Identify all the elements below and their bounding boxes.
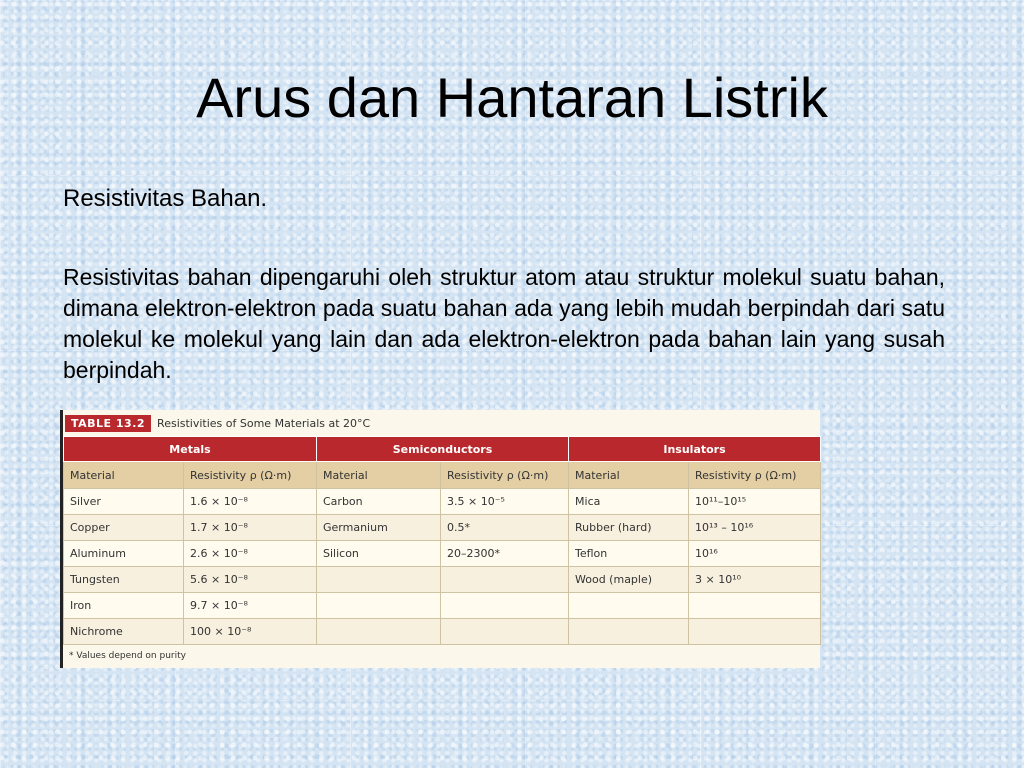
- table-row: [64, 567, 821, 593]
- table-cell: [317, 567, 441, 593]
- table-cell: 3 × 10¹⁰: [689, 567, 821, 593]
- table-cell: 1.6 × 10⁻⁸: [184, 489, 317, 515]
- table-cell: 10¹⁶: [689, 541, 821, 567]
- group-header-insulators: Insulators: [569, 437, 821, 462]
- table-cell: 3.5 × 10⁻⁵: [441, 489, 569, 515]
- table-cell: Carbon: [317, 489, 441, 515]
- table-cell: Tungsten: [64, 567, 184, 593]
- group-header-semiconductors: Semiconductors: [317, 437, 569, 462]
- table-cell: Silicon: [317, 541, 441, 567]
- subheading: Resistivitas Bahan.: [63, 185, 268, 212]
- table-cell: 2.6 × 10⁻⁸: [184, 541, 317, 567]
- table-cell: Germanium: [317, 515, 441, 541]
- table-row: [64, 515, 821, 541]
- table-label: TABLE 13.2: [65, 415, 151, 432]
- table-cell: Teflon: [569, 541, 689, 567]
- table-cell: 20–2300*: [441, 541, 569, 567]
- table-cell: 9.7 × 10⁻⁸: [184, 593, 317, 619]
- table-cell: [441, 619, 569, 645]
- table-cell: 10¹³ – 10¹⁶: [689, 515, 821, 541]
- table-row: [64, 619, 821, 645]
- table-cell: 100 × 10⁻⁸: [184, 619, 317, 645]
- table-cell: 10¹¹–10¹⁵: [689, 489, 821, 515]
- table-row: [64, 541, 821, 567]
- table-row: [64, 593, 821, 619]
- table-footnote: * Values depend on purity: [69, 651, 186, 661]
- slide-title: Arus dan Hantaran Listrik: [196, 66, 828, 129]
- column-header: Resistivity ρ (Ω·m): [689, 462, 821, 489]
- group-header-metals: Metals: [64, 437, 317, 462]
- table-cell: 5.6 × 10⁻⁸: [184, 567, 317, 593]
- table-cell: [441, 567, 569, 593]
- table-cell: [689, 593, 821, 619]
- table-cell: Silver: [64, 489, 184, 515]
- table-cell: Copper: [64, 515, 184, 541]
- table-title: Resistivities of Some Materials at 20°C: [157, 416, 371, 430]
- table-cell: Aluminum: [64, 541, 184, 567]
- body-paragraph: Resistivitas bahan dipengaruhi oleh struktur atom atau struktur molekul suatu bahan, dimana elektron-elektron pada suatu bahan ada yang lebih mudah berpindah dari satu molekul ke molekul yang lain dan ada elektron-elektron pada bahan lain yang susah berpindah.: [63, 264, 945, 383]
- resistivity-table-figure: [60, 410, 820, 668]
- table-cell: [569, 593, 689, 619]
- table-cell: Wood (maple): [569, 567, 689, 593]
- table-cell: [569, 619, 689, 645]
- table-cell: 1.7 × 10⁻⁸: [184, 515, 317, 541]
- table-cell: [317, 619, 441, 645]
- table-cell: 0.5*: [441, 515, 569, 541]
- column-header: Resistivity ρ (Ω·m): [441, 462, 569, 489]
- table-row: [64, 489, 821, 515]
- table-cell: Iron: [64, 593, 184, 619]
- table-cell: Nichrome: [64, 619, 184, 645]
- table-caption: [63, 410, 820, 436]
- column-header: Material: [317, 462, 441, 489]
- column-header: Material: [569, 462, 689, 489]
- column-header: Material: [64, 462, 184, 489]
- table-cell: Rubber (hard): [569, 515, 689, 541]
- table-cell: [317, 593, 441, 619]
- group-header-row: [64, 437, 821, 462]
- table-cell: Mica: [569, 489, 689, 515]
- table-cell: [689, 619, 821, 645]
- resistivity-table: [63, 436, 821, 645]
- table-cell: [441, 593, 569, 619]
- column-header: Resistivity ρ (Ω·m): [184, 462, 317, 489]
- column-header-row: [64, 462, 821, 489]
